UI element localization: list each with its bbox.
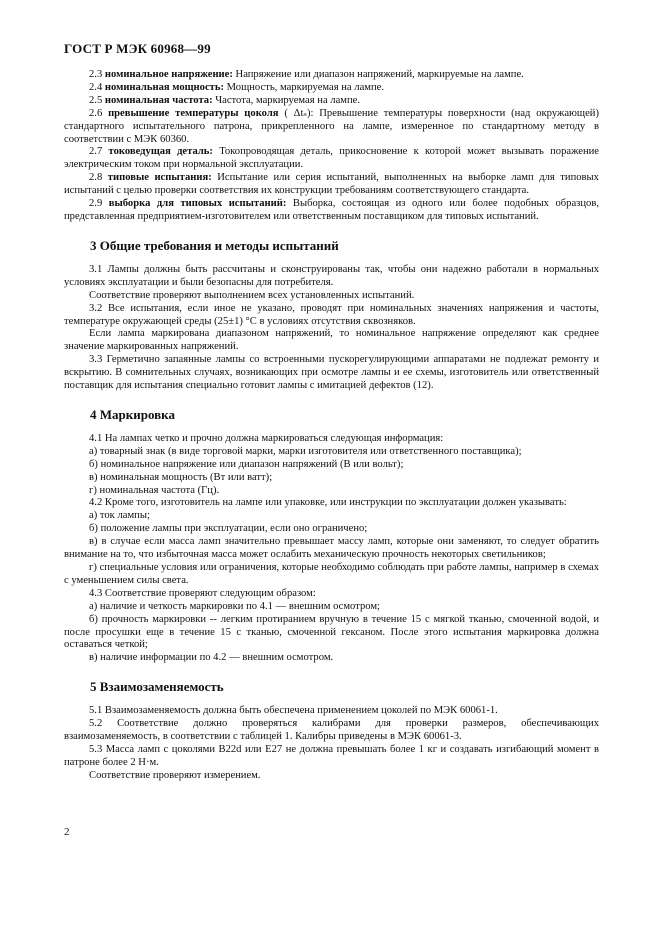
paragraph: 5.1 Взаимозаменяемость должна быть обеспечена применением цоколей по МЭК 60061-1.	[89, 705, 498, 717]
paragraph: Соответствие проверяют измерением.	[89, 769, 261, 781]
paragraph: 4.3 Соответствие проверяют следующим образом:	[89, 587, 316, 599]
paragraph: 5.2 Соответствие должно проверяться калибрами для проверки размеров, обеспечивающих взаимозаменяемость, в соответствии с таблицей 1. Калибры приведены в МЭК 60061-3.	[64, 718, 599, 743]
list-item: б) положение лампы при эксплуатации, если оно ограничено;	[89, 523, 368, 535]
section-3-title: 3 Общие требования и методы испытаний	[90, 237, 339, 253]
paragraph: 4.2 Кроме того, изготовитель на лампе или упаковке, или инструкции по эксплуатации должен указывать:	[89, 497, 567, 509]
document-body	[64, 69, 599, 783]
document-header: ГОСТ Р МЭК 60968—99	[64, 41, 211, 56]
list-item: б) номинальное напряжение или диапазон напряжений (В или вольт);	[89, 458, 404, 470]
paragraph: Если лампа маркирована диапазоном напряжений, то номинальное напряжение определяют как среднее значение маркированных напряжений.	[64, 328, 599, 353]
paragraph: 3.3 Герметично запаянные лампы со встроенными пускорегулирующими аппаратами не подлежат ремонту и вскрытию. В сомнительных случаях, возникающих при осмотре лампы и ее схемы, изготовитель или ответственный поставщик для испытания специально готовит лампы с имитацией дефектов (12).	[64, 354, 599, 392]
paragraph: 4.1 На лампах четко и прочно должна маркироваться следующая информация:	[89, 432, 444, 444]
section-4-title: 4 Маркировка	[90, 406, 175, 422]
definition-2-5: 2.5 номинальная частота: Частота, маркируемая на лампе.	[89, 94, 361, 106]
page-number: 2	[64, 826, 70, 838]
definition-2-3: 2.3 номинальное напряжение: Напряжение или диапазон напряжений, маркируемые на лампе.	[89, 69, 524, 80]
list-item: а) ток лампы;	[89, 510, 150, 522]
list-item: а) товарный знак (в виде торговой марки, марки изготовителя или ответственного поставщика);	[89, 445, 522, 457]
list-item: г) специальные условия или ограничения, которые необходимо соблюдать при работе лампы, например в схемах с уменьшением силы света.	[64, 562, 599, 586]
paragraph: 3.2 Все испытания, если иное не указано, проводят при номинальных значениях напряжения и частоты, температуре окружающей среды (25±1) °С в условиях отсутствия сквозняков.	[64, 302, 599, 327]
list-item: б) прочность маркировки -- легким протиранием вручную в течение 15 с мягкой тканью, смоченной водой, и после просушки еще в течение 15 с тканью, смоченной гексаном. После этого испытания маркировка должна оставаться четкой;	[64, 613, 599, 651]
definition-2-4: 2.4 номинальная мощность: Мощность, маркируемая на лампе.	[89, 81, 384, 93]
section-5-title: 5 Взаимозаменяемость	[90, 679, 224, 695]
definition-2-7: 2.7 токоведущая деталь: Токопроводящая деталь, прикосновение к которой может вызывать поражение электрическим током при нормальной эксплуатации.	[64, 146, 599, 171]
list-item: а) наличие и четкость маркировки по 4.1 — внешним осмотром;	[89, 600, 381, 612]
list-item: в) наличие информации по 4.2 — внешним осмотром.	[89, 652, 334, 664]
list-item: г) номинальная частота (Гц).	[89, 484, 220, 496]
paragraph: 3.1 Лампы должны быть рассчитаны и сконструированы так, чтобы они надежно работали в нормальных условиях эксплуатации и были безопасны для потребителя.	[64, 263, 599, 288]
definition-2-9: 2.9 выборка для типовых испытаний: Выборка, состоящая из одного или более подобных образцов, представленная предприятием-изготовителем или ответственным поставщиком для типовых испытаний.	[64, 198, 599, 222]
list-item: в) в случае если масса ламп значительно превышает массу ламп, которые они заменяют, то следует обратить внимание на то, что избыточная масса может ослабить механическую прочность некоторых светильников;	[64, 536, 599, 561]
paragraph: 5.3 Масса ламп с цоколями B22d или E27 не должна превышать более 1 кг и создавать изгибающий момент в патроне более 2 Н·м.	[64, 743, 599, 768]
paragraph: Соответствие проверяют выполнением всех установленных испытаний.	[89, 289, 415, 301]
definition-2-6: 2.6 превышение температуры цоколя ( Δtₛ): Превышение температуры поверхности (над окружающей) стандартного испытательного патрона, прикрепленного на лампе, измеренное по стандартному методу в соответствии с МЭК 60360.	[64, 107, 599, 145]
list-item: в) номинальная мощность (Вт или ватт);	[89, 471, 273, 483]
definition-2-8: 2.8 типовые испытания: Испытание или серия испытаний, выполненных на выборке ламп для типовых испытаний с целью проверки соответствия их конструкции требованиям соответствующего стандарта.	[64, 172, 599, 197]
